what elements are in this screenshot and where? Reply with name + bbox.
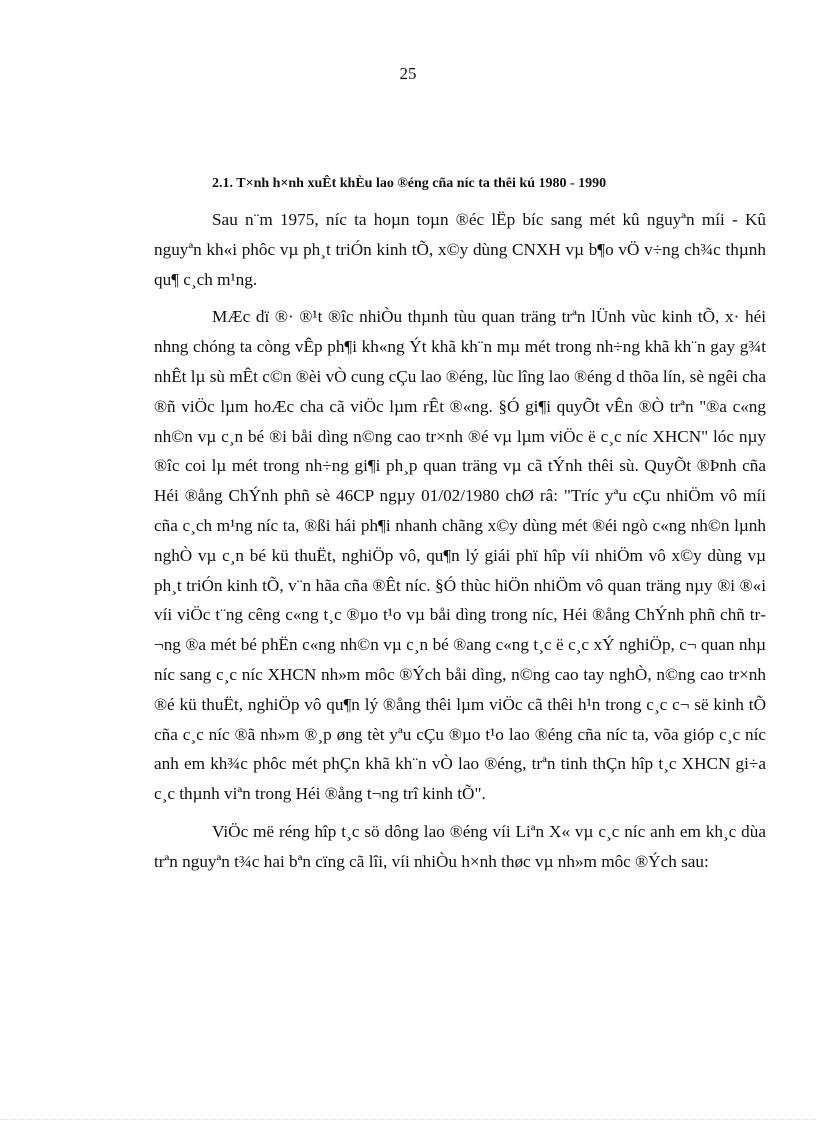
- footer-divider: [0, 1119, 816, 1120]
- paragraph-2: MÆc dï ®· ®¹t ®îc nhiÒu thµnh tùu quan träng trªn lÜnh vùc kinh tÕ, x· héi nhng chóng ta còng vÊp ph¶i kh«ng Ýt khã kh¨n mµ mét trong nh÷ng khã kh¨n gay g¾t nhÊt lµ sù mÊt c©n ®èi vÒ cung cÇu lao ®éng, lùc lîng lao ®éng d thõa lín, sè ngêi cha ®ñ viÖc lµm hoÆc cha cã viÖc lµm rÊt ®«ng. §Ó gi¶i quyÕt vÊn ®Ò trªn "®a c«ng nh©n vµ c¸n bé ®i båi dìng n©ng cao tr×nh ®é vµ lµm viÖc ë c¸c níc XHCN" lóc nµy ®îc coi lµ mét trong nh÷ng gi¶i ph¸p quan träng vµ cã tÝnh thêi sù. QuyÕt ®Þnh cña Héi ®ång ChÝnh phñ sè 46CP ngµy 01/02/1980 chØ râ: "Tríc yªu cÇu nhiÖm vô míi cña c¸ch m¹ng níc ta, ®ßi hái ph¶i nhanh chãng x©y dùng mét ®éi ngò c«ng nh©n lµnh nghÒ vµ c¸n bé kü thuËt, nghiÖp vô, qu¶n lý giái phï hîp víi nhiÖm vô x©y dùng vµ ph¸t triÓn kinh tÕ, v¨n hãa cña ®Êt níc. §Ó thùc hiÖn nhiÖm vô quan träng nµy ®i ®«i víi viÖc t¨ng cêng c«ng t¸c ®µo t¹o vµ båi dìng trong níc, Héi ®ång ChÝnh phñ chñ tr¬ng ®a mét bé phËn c«ng nh©n vµ c¸n bé ®ang c«ng t¸c ë c¸c xÝ nghiÖp, c¬ quan nhµ níc sang c¸c níc XHCN nh»m môc ®Ých båi dìng, n©ng cao tay nghÒ, n©ng cao tr×nh ®é kü thuËt, nghiÖp vô qu¶n lý ®ång thêi lµm viÖc cã thêi h¹n trong c¸c c¬ së kinh tÕ cña c¸c níc ®ã nh»m ®¸p øng tèt yªu cÇu ®µo t¹o lao ®éng cña níc ta, võa gióp c¸c níc anh em kh¾c phôc mét phÇn khã kh¨n vÒ lao ®éng, trªn tinh thÇn hîp t¸c XHCN gi÷a c¸c thµnh viªn trong Héi ®ång t¬ng trî kinh tÕ".: [154, 307, 767, 804]
- body-text: [154, 205, 766, 877]
- paragraph-3: ViÖc më réng hîp t¸c sö dông lao ®éng víi Liªn X« vµ c¸c níc anh em kh¸c dùa trªn nguyªn t¾c hai bªn cïng cã lîi, víi nhiÒu h×nh thøc vµ nh»m môc ®Ých sau:: [154, 821, 766, 871]
- section-heading: 2.1. T×nh h×nh xuÊt khÈu lao ®éng cña níc ta thêi kú 1980 - 1990: [212, 176, 607, 191]
- paragraph-1: Sau n¨m 1975, níc ta hoµn toµn ®éc lËp bíc sang mét kû nguyªn míi - Kû nguyªn kh«i phôc vµ ph¸t triÓn kinh tÕ, x©y dùng CNXH vµ b¶o vÖ v÷ng ch¾c thµnh qu¶ c¸ch m¹ng.: [154, 210, 766, 289]
- page-number: 25: [399, 64, 417, 83]
